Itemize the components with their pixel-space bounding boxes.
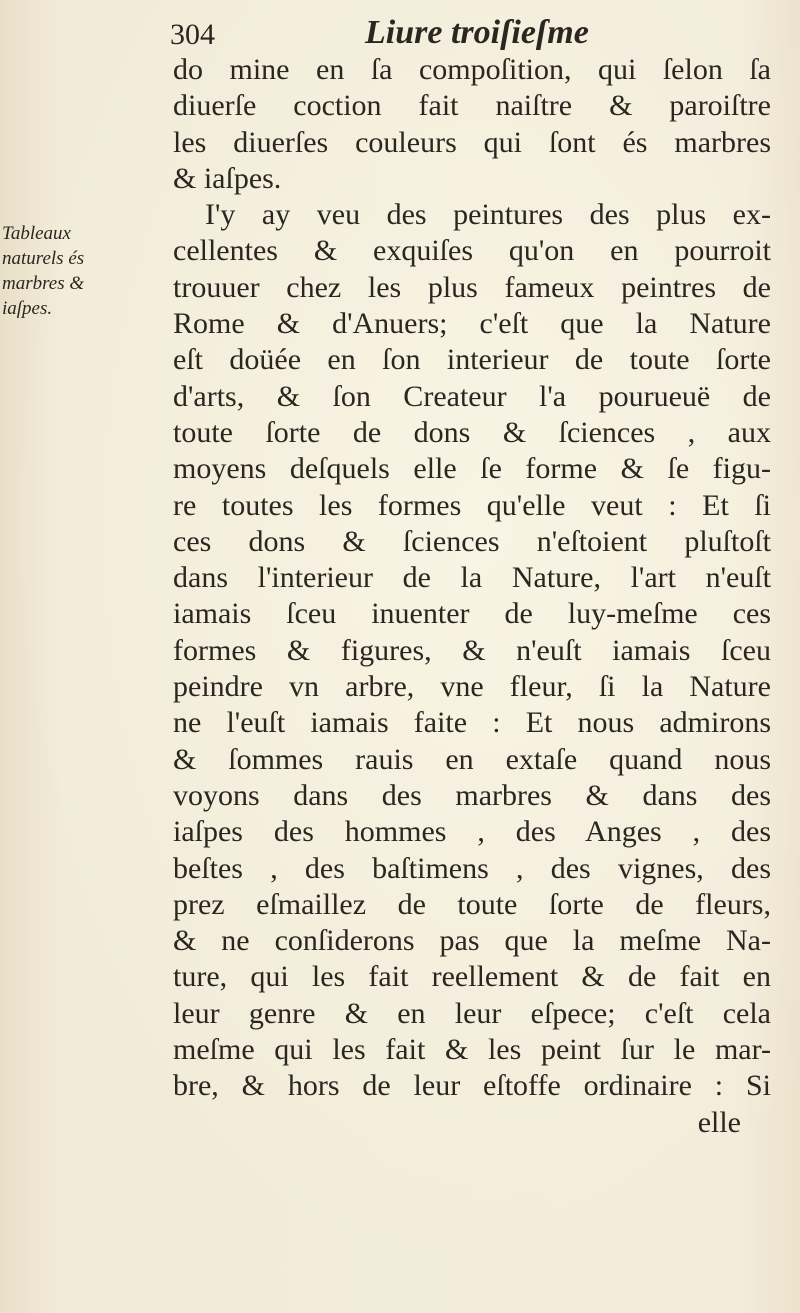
text-line: dans l'interieur de la Nature, l'art n'euſt (173, 561, 771, 595)
catchword: elle (697, 1105, 741, 1139)
text-line: & ſommes rauis en extaſe quand nous (173, 742, 771, 776)
text-line: ne l'euſt iamais faite : Et nous admirons (173, 706, 771, 740)
text-line: beſtes , des baſtimens , des vignes, des (173, 851, 771, 885)
text-line: d'arts, & ſon Createur l'a pourueuë de (173, 379, 771, 413)
margin-note-line: Tableaux (2, 223, 71, 244)
margin-note-line: iaſpes. (2, 298, 53, 319)
text-line: bre, & hors de leur eſtoffe ordinaire : Si (173, 1069, 771, 1103)
text-line: trouuer chez les plus fameux peintres de (173, 270, 771, 304)
margin-note (2, 221, 152, 321)
margin-note-line: marbres & (2, 273, 85, 294)
page-number: 304 (170, 18, 215, 51)
text-line: ces dons & ſciences n'eſtoient pluſtoſt (173, 524, 771, 558)
body-text (173, 52, 771, 1141)
text-line: meſme qui les fait & les peint ſur le mar- (173, 1033, 771, 1067)
margin-note-line: naturels és (2, 248, 85, 269)
text-line: voyons dans des marbres & dans des (173, 778, 771, 812)
text-line: les diuerſes couleurs qui ſont és marbres (173, 125, 771, 159)
text-line: eſt doüée en ſon interieur de toute ſorte (173, 343, 771, 377)
text-line: iaſpes des hommes , des Anges , des (173, 815, 771, 849)
text-line: toute ſorte de dons & ſciences , aux (173, 415, 771, 449)
text-line: re toutes les formes qu'elle veut : Et ſi (173, 488, 771, 522)
text-line: & iaſpes. (173, 161, 282, 195)
text-line: moyens deſquels elle ſe forme & ſe figu- (173, 452, 771, 486)
text-line: Rome & d'Anuers; c'eſt que la Nature (173, 307, 771, 341)
text-line: cellentes & exquiſes qu'on en pourroit (173, 234, 771, 268)
text-line: leur genre & en leur eſpece; c'eſt cela (173, 996, 771, 1030)
text-line: formes & figures, & n'euſt iamais ſceu (173, 633, 771, 667)
text-line: & ne conſiderons pas que la meſme Na- (173, 924, 771, 958)
text-line: peindre vn arbre, vne fleur, ſi la Nature (173, 670, 771, 704)
text-line: I'y ay veu des peintures des plus ex- (205, 198, 771, 232)
text-line: iamais ſceu inuenter de luy-meſme ces (173, 597, 771, 631)
text-line: prez eſmaillez de toute ſorte de fleurs, (173, 887, 771, 921)
text-line: ture, qui les fait reellement & de fait en (173, 960, 771, 994)
text-line: diuerſe coction fait naiſtre & paroiſtre (173, 89, 771, 123)
text-line: do mine en ſa compoſition, qui ſelon ſa (173, 53, 771, 86)
running-title: Liure troiſieſme (365, 14, 589, 51)
